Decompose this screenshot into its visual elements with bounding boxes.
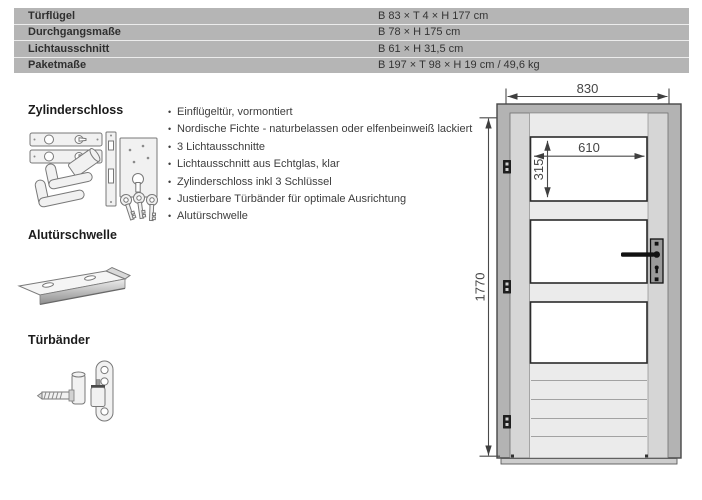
feature-text: Nordische Fichte - naturbelassen oder elfenbeinweiß lackiert — [177, 123, 473, 136]
section-title-alutuerschwelle: Alutürschwelle — [28, 228, 117, 242]
dimension-overall-width — [506, 81, 669, 104]
aluminium-threshold-illustration-icon — [16, 262, 140, 316]
bullet-icon: • — [168, 141, 172, 152]
bullet-icon: • — [168, 124, 172, 135]
dim-label-610: 610 — [578, 140, 600, 155]
bullet-icon: • — [168, 107, 172, 117]
spec-value: B 61 × H 31,5 cm — [378, 42, 464, 55]
feature-item — [168, 191, 473, 208]
feature-item — [168, 174, 473, 191]
spec-table — [14, 8, 689, 73]
spec-value: B 197 × T 98 × H 19 cm / 49,6 kg — [378, 59, 540, 72]
dim-label-830: 830 — [576, 80, 599, 96]
bullet-icon: • — [168, 211, 172, 222]
spec-value: B 78 × H 175 cm — [378, 26, 461, 39]
feature-text: Lichtausschnitt aus Echtglas, klar — [177, 158, 340, 171]
dim-label-1770: 1770 — [472, 272, 488, 302]
bullet-icon: • — [168, 176, 172, 187]
cylinder-lock-set-illustration-icon — [22, 122, 162, 222]
spec-label: Lichtausschnitt — [28, 42, 110, 55]
spec-label: Paketmaße — [28, 59, 87, 72]
hinge-bottom — [503, 415, 511, 429]
glass-pane-2 — [531, 220, 648, 283]
hinge-top — [503, 160, 511, 174]
door-technical-drawing — [455, 80, 700, 480]
spec-value: B 83 × T 4 × H 177 cm — [378, 9, 489, 22]
feature-text: 3 Lichtausschnitte — [177, 140, 266, 153]
section-title-tuerbaender: Türbänder — [28, 333, 90, 347]
dim-label-315: 315 — [531, 158, 546, 181]
table-row — [14, 8, 689, 25]
feature-item — [168, 139, 473, 156]
feature-item — [168, 104, 473, 121]
door-hinge-illustration-icon — [34, 356, 130, 444]
feature-item — [168, 156, 473, 173]
feature-text: Zylinderschloss inkl 3 Schlüssel — [177, 175, 332, 188]
feature-text: Justierbare Türbänder für optimale Ausrichtung — [177, 193, 407, 206]
spec-label: Türflügel — [28, 9, 76, 22]
bullet-icon: • — [168, 159, 172, 170]
feature-text: Einflügeltür, vormontiert — [177, 106, 293, 118]
hinge-middle — [503, 280, 511, 294]
glass-pane-3 — [531, 302, 648, 363]
feature-item — [168, 208, 473, 225]
table-row — [14, 25, 689, 42]
bullet-icon: • — [168, 194, 172, 205]
section-title-zylinderschloss: Zylinderschloss — [28, 103, 124, 117]
spec-label: Durchgangsmaße — [28, 26, 121, 39]
table-row — [14, 58, 689, 74]
feature-item — [168, 121, 473, 138]
feature-text: Alutürschwelle — [177, 210, 248, 223]
dimension-overall-height — [473, 118, 501, 456]
feature-list — [168, 104, 473, 226]
table-row — [14, 41, 689, 58]
